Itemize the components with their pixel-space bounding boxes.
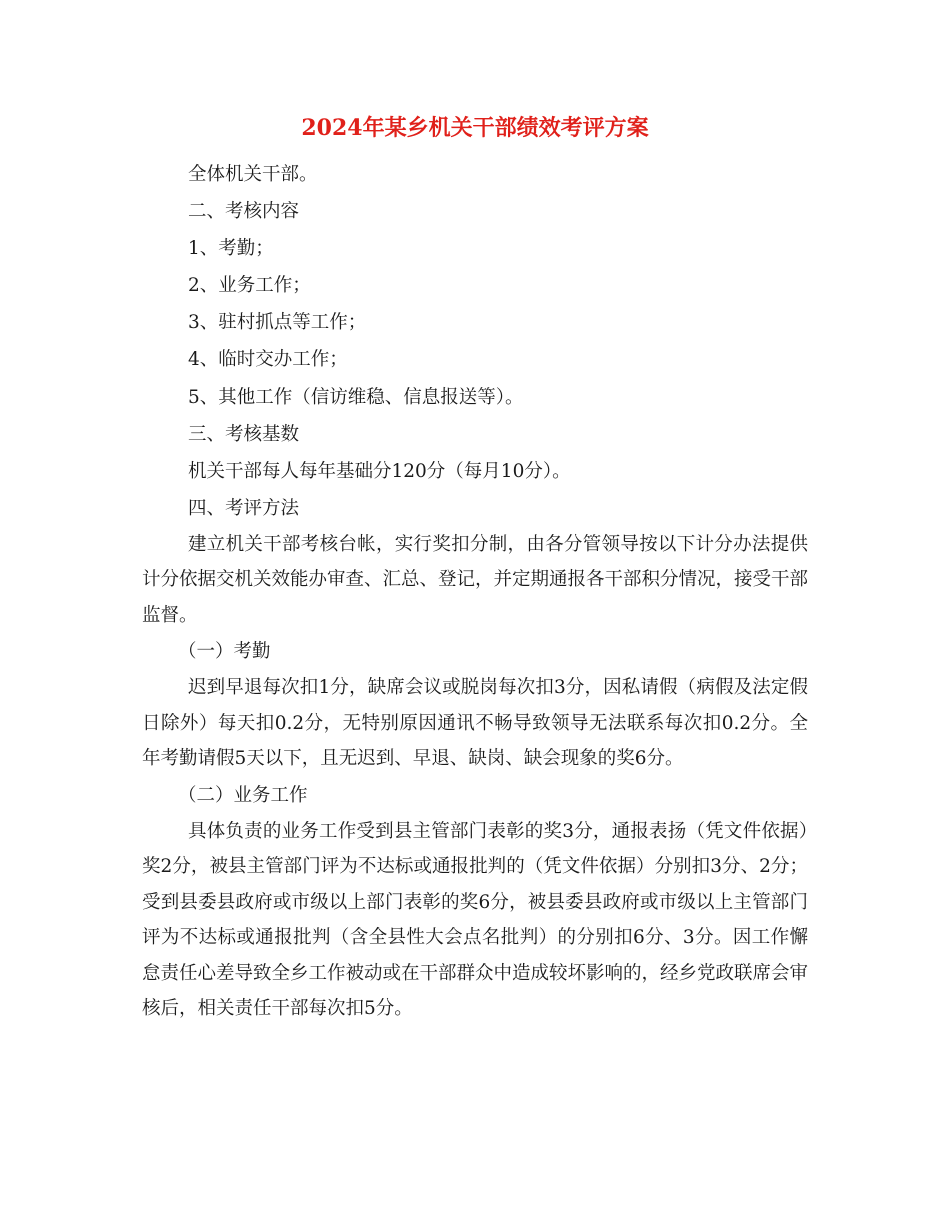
list-item-business: 2、业务工作； [188, 275, 311, 297]
subsection-heading-business: （二）业务工作 [178, 784, 308, 806]
paragraph-method: 建立机关干部考核台帐，实行奖扣分制，由各分管领导按以下计分办法提供计分依据交机关效能办审查、汇总、登记，并定期通报各干部积分情况，接受干部监督。 [142, 533, 809, 626]
subsection-heading-attendance: （一）考勤 [178, 641, 271, 663]
document-title: 2024年某乡机关干部绩效考评方案 [301, 115, 649, 141]
section-heading-method: 四、考评方法 [188, 497, 300, 519]
list-item-village: 3、驻村抓点等工作； [188, 312, 367, 334]
text-line-base-score: 机关干部每人每年基础分120分（每月10分）。 [188, 460, 571, 482]
list-item-attendance: 1、考勤； [188, 238, 274, 260]
text-line-scope: 全体机关干部。 [188, 164, 318, 185]
section-heading-base: 三、考核基数 [188, 423, 300, 445]
list-item-temporary: 4、临时交办工作； [188, 349, 348, 371]
paragraph-attendance: 迟到早退每次扣1分，缺席会议或脱岗每次扣3分，因私请假（病假及法定假日除外）每天扣0.2分，无特别原因通讯不畅导致领导无法联系每次扣0.2分。全年考勤请假5天以下，且无迟到、早退、缺岗、缺会现象的奖6分。 [142, 677, 808, 770]
document-body [142, 156, 808, 1027]
list-item-other: 5、其他工作（信访维稳、信息报送等）。 [188, 386, 524, 408]
section-heading-content: 二、考核内容 [188, 201, 300, 223]
paragraph-business: 具体负责的业务工作受到县主管部门表彰的奖3分，通报表扬（凭文件依据）奖2分，被县主管部门评为不达标或通报批判的（凭文件依据）分别扣3分、2分；受到县委县政府或市级以上部门表彰的奖6分，被县委县政府或市级以上主管部门评为不达标或通报批判（含全县性大会点名批判）的分别扣6分、3分。因工作懈怠责任心差导致全乡工作被动或在干部群众中造成较坏影响的，经乡党政联席会审核后，相关责任干部每次扣5分。 [142, 820, 809, 1020]
